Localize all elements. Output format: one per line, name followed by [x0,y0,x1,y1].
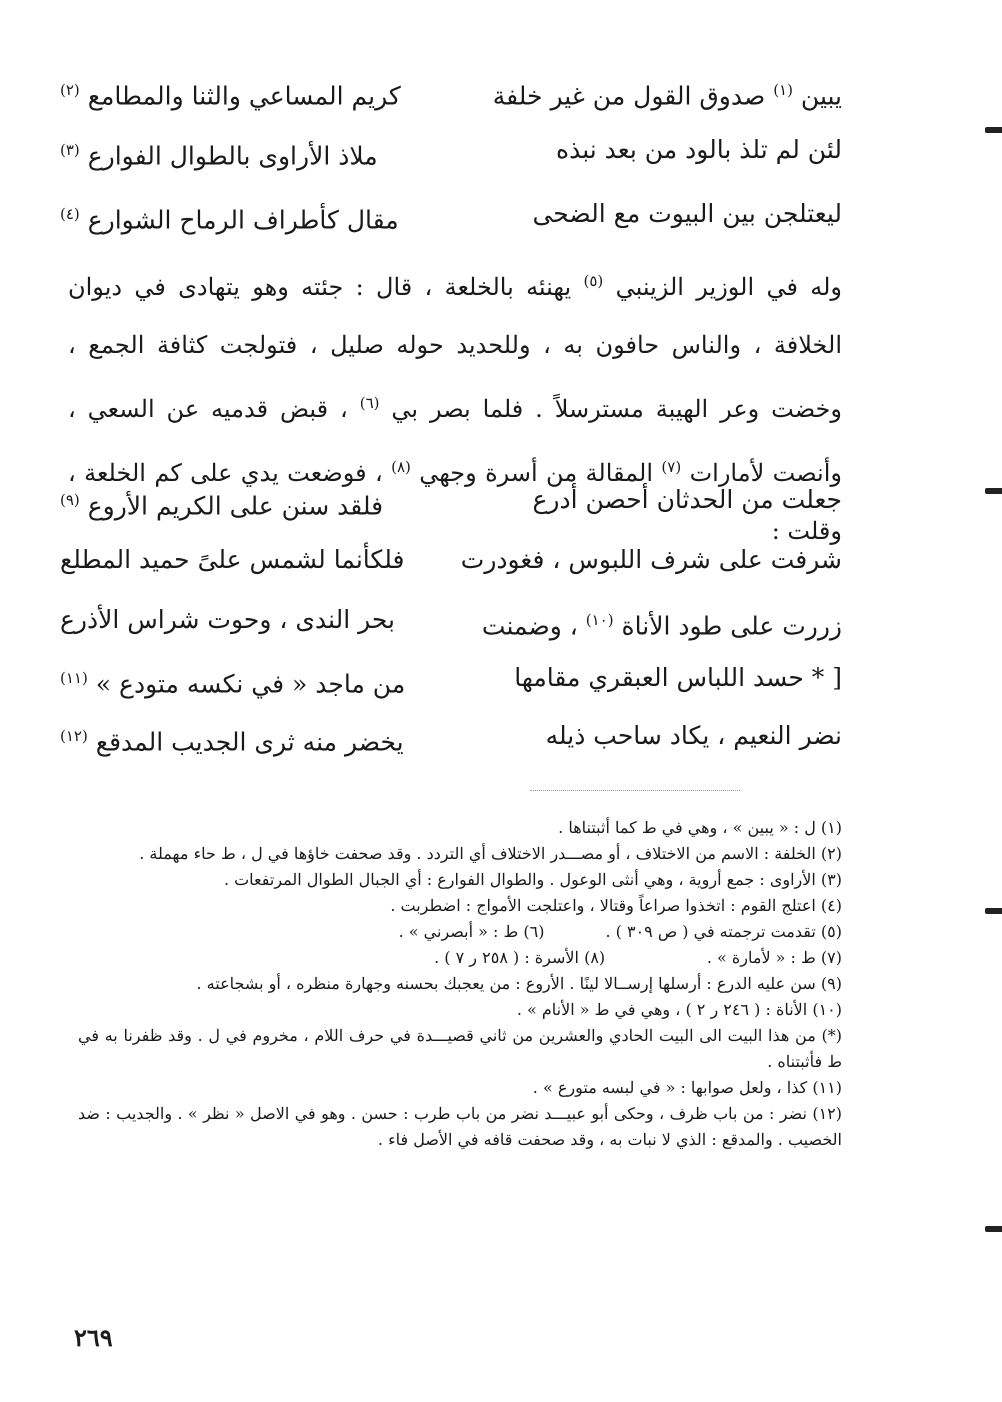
footnote: (*) من هذا البيت الى البيت الحادي والعشرين من ثاني قصيـــدة في حرف اللام ، مخروم في ل . وقد ظفرنا به في ط فأثبتناه . [78,1026,842,1071]
verse-line [60,596,842,644]
prose-paragraph: وله في الوزير الزينبي $^{(٥)}$ يهنئه بالخلعة ، قال : جئته وهو يتهادى في ديوان الخلافة ، والناس حافون به ، وللحديد حوله صليل ، فتولجت كثافة الجمع ، وخضت وعر الهيبة مسترسلاً . فلما بصر بي $^{(٦)}$ ، قبض قدميه عن السعي ، وأنصت لأمارات $^{(٧)}$ المقالة من أسرة وجهي $^{(٨)}$ ، فوضعت يدي على كم الخلعة ، وقلت : [68,272,843,545]
verse-left-hemistich: يخضر منه ثرى الجديب المدقع $^{(١٢)}$ [60,727,404,757]
page-number: ٢٦٩ [74,1323,113,1352]
footnote: (٧) ط : « لأمارة » . (٨) الأسرة : ( ٢٥٨ ر ٧ ) . [434,948,842,967]
footnote: (١١) كذا ، ولعل صوابها : « في لبسه متورع » . [532,1078,842,1097]
verse-line [60,654,842,702]
footnote-ref: (٨) [391,458,411,476]
footnote: (٥) تقدمت ترجمته في ( ص ٣٠٩ ) . (٦) ط : « أبصرني » . [398,922,842,941]
verse-line [60,126,842,174]
verse-left-hemistich: مقال كأطراف الرماح الشوارع $^{(٤)}$ [60,205,399,235]
verse-left-hemistich: فلقد سنن على الكريم الأروع $^{(٩)}$ [60,491,384,521]
footnote: (٣) الأراوى : جمع أروية ، وهي أنثى الوعول . والطوال الفوارع : أي الجبال الطوال المرتفعات . [223,870,842,889]
footnote: (٤) اعتلج القوم : اتخذوا صراعاً وقتالا ، واعتلجت الأمواج : اضطربت . [390,896,842,915]
verse-left-hemistich: كريم المساعي والثنا والمطامع $^{(٢)}$ [60,81,401,111]
verse-left-hemistich: من ماجد « في نكسه متودع » $^{(١١)}$ [60,669,406,699]
verse-right-hemistich: ليعتلجن بين البيوت مع الضحى [532,199,842,228]
verse-line [60,712,842,760]
scan-edge-mark [985,1226,1002,1232]
footnote-ref: (٢) [60,81,80,99]
footnote-ref: (٥) [583,272,604,290]
verse-line [60,536,842,584]
footnote-ref: (٦) [359,394,380,412]
footnote-ref: (٤) [60,205,80,223]
verse-right-hemistich: شرفت على شرف اللبوس ، فغودرت [460,545,842,574]
footnote-ref: (٩) [60,491,80,509]
footnote-ref: (١١) [60,669,88,687]
verse-right-hemistich: نضر النعيم ، يكاد ساحب ذيله [545,721,842,750]
footnote-ref: (١) [773,81,793,99]
footnote-ref: (١٢) [60,727,88,745]
footnote-separator [530,790,740,791]
footnote: (١٠) الأناة : ( ٢٤٦ ر ٢ ) ، وهي في ط « الأنام » . [516,1000,842,1019]
verse-left-hemistich: ملاذ الأراوى بالطوال الفوارع $^{(٣)}$ [60,141,378,171]
footnote-ref: (٧) [661,458,682,476]
verse-right-hemistich: جعلت من الحدثان أحصن أدرع [532,485,842,514]
verse-right-hemistich: يبين $^{(١)}$ صدوق القول من غير خلفة [492,81,842,111]
verse-right-hemistich: [ * حسد اللباس العبقري مقامها [514,663,842,692]
scan-edge-mark [985,908,1002,914]
verse-line [60,190,842,238]
footnote: (١٢) نضر : من باب ظرف ، وحكى أبو عبيـــد نضر من باب طرب : حسن . وهو في الاصل « نظر » . والجديب : ضد الخصيب . والمدقع : الذي لا نبات به ، وقد صحفت قافه في الأصل فاء . [78,1104,842,1149]
verse-right-hemistich: لئن لم تلذ بالود من بعد نبذه [555,135,842,164]
verse-line [60,66,842,114]
verse-right-hemistich: زررت على طود الأناة $^{(١٠)}$ ، وضمنت [481,611,842,641]
footnote-ref: (٣) [60,141,80,159]
footnote: (١) ل : « يبين » ، وهي في ط كما أثبتناها . [558,818,842,837]
footnote-ref: (١٠) [585,611,614,629]
footnote: (٢) الخلفة : الاسم من الاختلاف ، أو مصـــدر الاختلاف أي التردد . وقد صحفت خاؤها في ل ، ط حاء مهملة . [139,844,842,863]
footnotes [78,815,842,1153]
verse-left-hemistich: بحر الندى ، وحوت شراس الأذرع [60,605,395,634]
verse-left-hemistich: فلكأنما لشمس علىً حميد المطلع [60,545,405,574]
footnote: (٩) سن عليه الدرع : أرسلها إرســالا لينًا . الأروع : من يعجبك بحسنه وجهارة منظره ، أو بشجاعته . [196,974,842,993]
verse-line [60,476,842,524]
scan-edge-mark [985,127,1002,133]
scan-edge-mark [985,488,1002,494]
